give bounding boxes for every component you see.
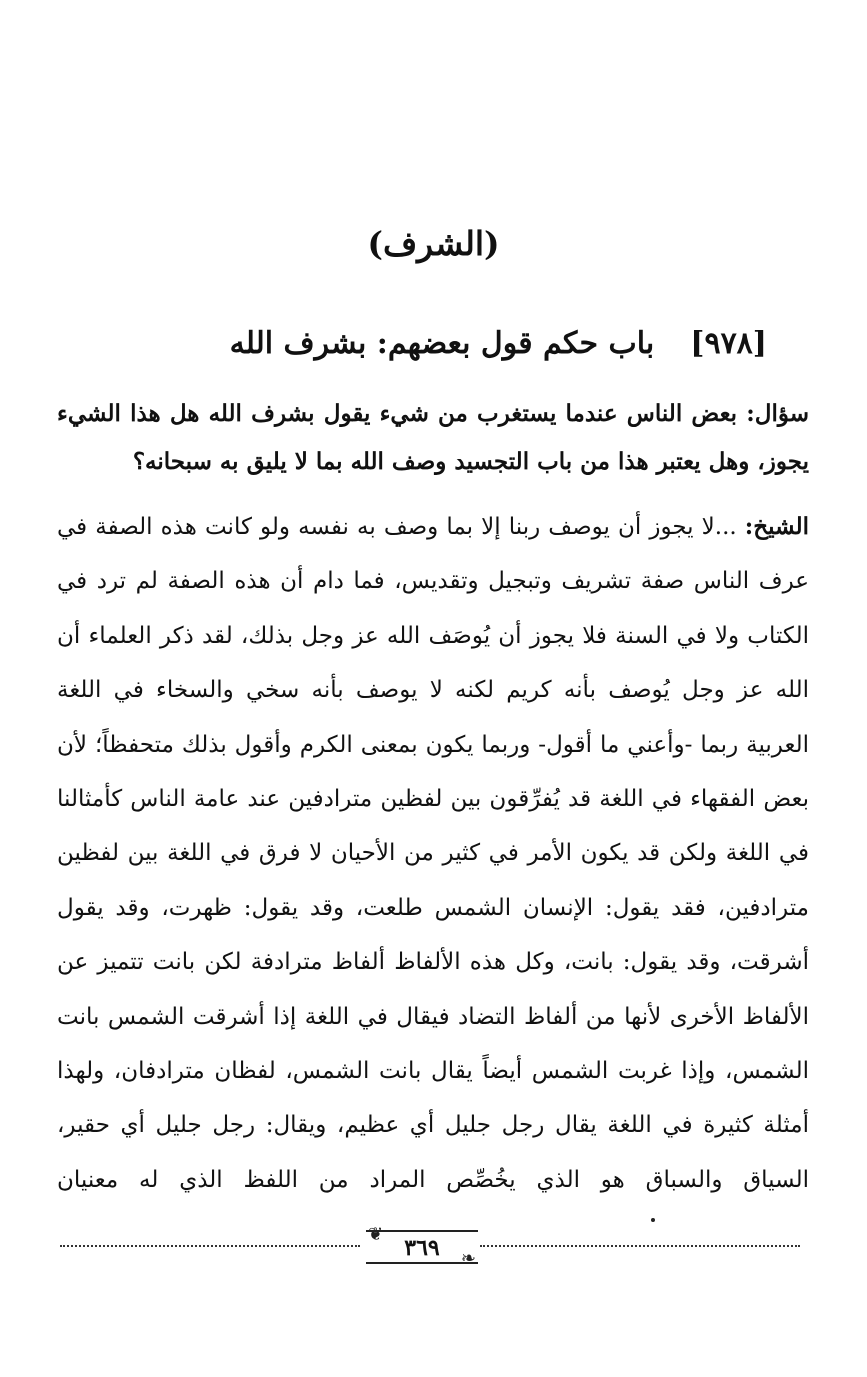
ink-dot (651, 1218, 655, 1222)
chapter-title: باب حكم قول بعضهم: بشرف الله (229, 326, 655, 361)
page-number: ٣٦٩ (404, 1235, 440, 1261)
footer-rule-right (480, 1245, 800, 1247)
answer-paragraph (57, 500, 809, 1207)
ornament-icon: ❦ (368, 1224, 384, 1245)
section-title: (الشرف) (367, 224, 500, 263)
chapter-heading (100, 322, 767, 366)
answer-text: ...لا يجوز أن يوصف ربنا إلا بما وصف به نفسه ولو كانت هذه الصفة في عرف الناس صفة تشريف وتبجيل وتقديس، فما دام أن هذه الصفة لم ترد في الكتاب ولا في السنة فلا يجوز أن يُوصَف الله عز وجل بذلك، لقد ذكر العلماء أن الله عز وجل يُوصف بأنه كريم لكنه لا يوصف بأنه سخي والسخاء في اللغة العربية ربما -وأعني ما أقول- وربما يكون بمعنى الكرم وأقول بذلك متحفظاً؛ لأن بعض الفقهاء في اللغة قد يُفرِّقون بين لفظين مترادفين عند عامة الناس كأمثالنا في اللغة ولكن قد يكون الأمر في كثير من الأحيان لا فرق في اللغة بين لفظين مترادفين، فقد يقول: الإنسان الشمس طلعت، وقد يقول: ظهرت، وقد يقول أشرقت، وقد يقول: بانت، وكل هذه الألفاظ ألفاظ مترادفة لكن بانت تتميز عن الألفاظ الأخرى لأنها من ألفاظ التضاد فيقال في اللغة إذا أشرقت الشمس بانت الشمس، وإذا غربت الشمس أيضاً يقال بانت الشمس، لفظان مترادفان، ولهذا أمثلة كثيرة في اللغة يقال رجل جليل أي عظيم، ويقال: رجل جليل أي حقير، السياق والسباق هو الذي يخُصِّص المراد من اللفظ الذي له معنيان (57, 514, 809, 1193)
footer-rule-left (60, 1245, 360, 1247)
chapter-number: [٩٧٨] (690, 326, 767, 361)
answer-speaker: الشيخ: (744, 513, 809, 540)
ornament-icon: ❧ (460, 1248, 476, 1269)
question-paragraph: سؤال: بعض الناس عندما يستغرب من شيء يقول بشرف الله هل هذا الشيء يجوز، وهل يعتبر هذا من باب التجسيد وصف الله بما لا يليق به سبحانه؟ (57, 400, 809, 475)
page-number-frame (366, 1224, 478, 1269)
